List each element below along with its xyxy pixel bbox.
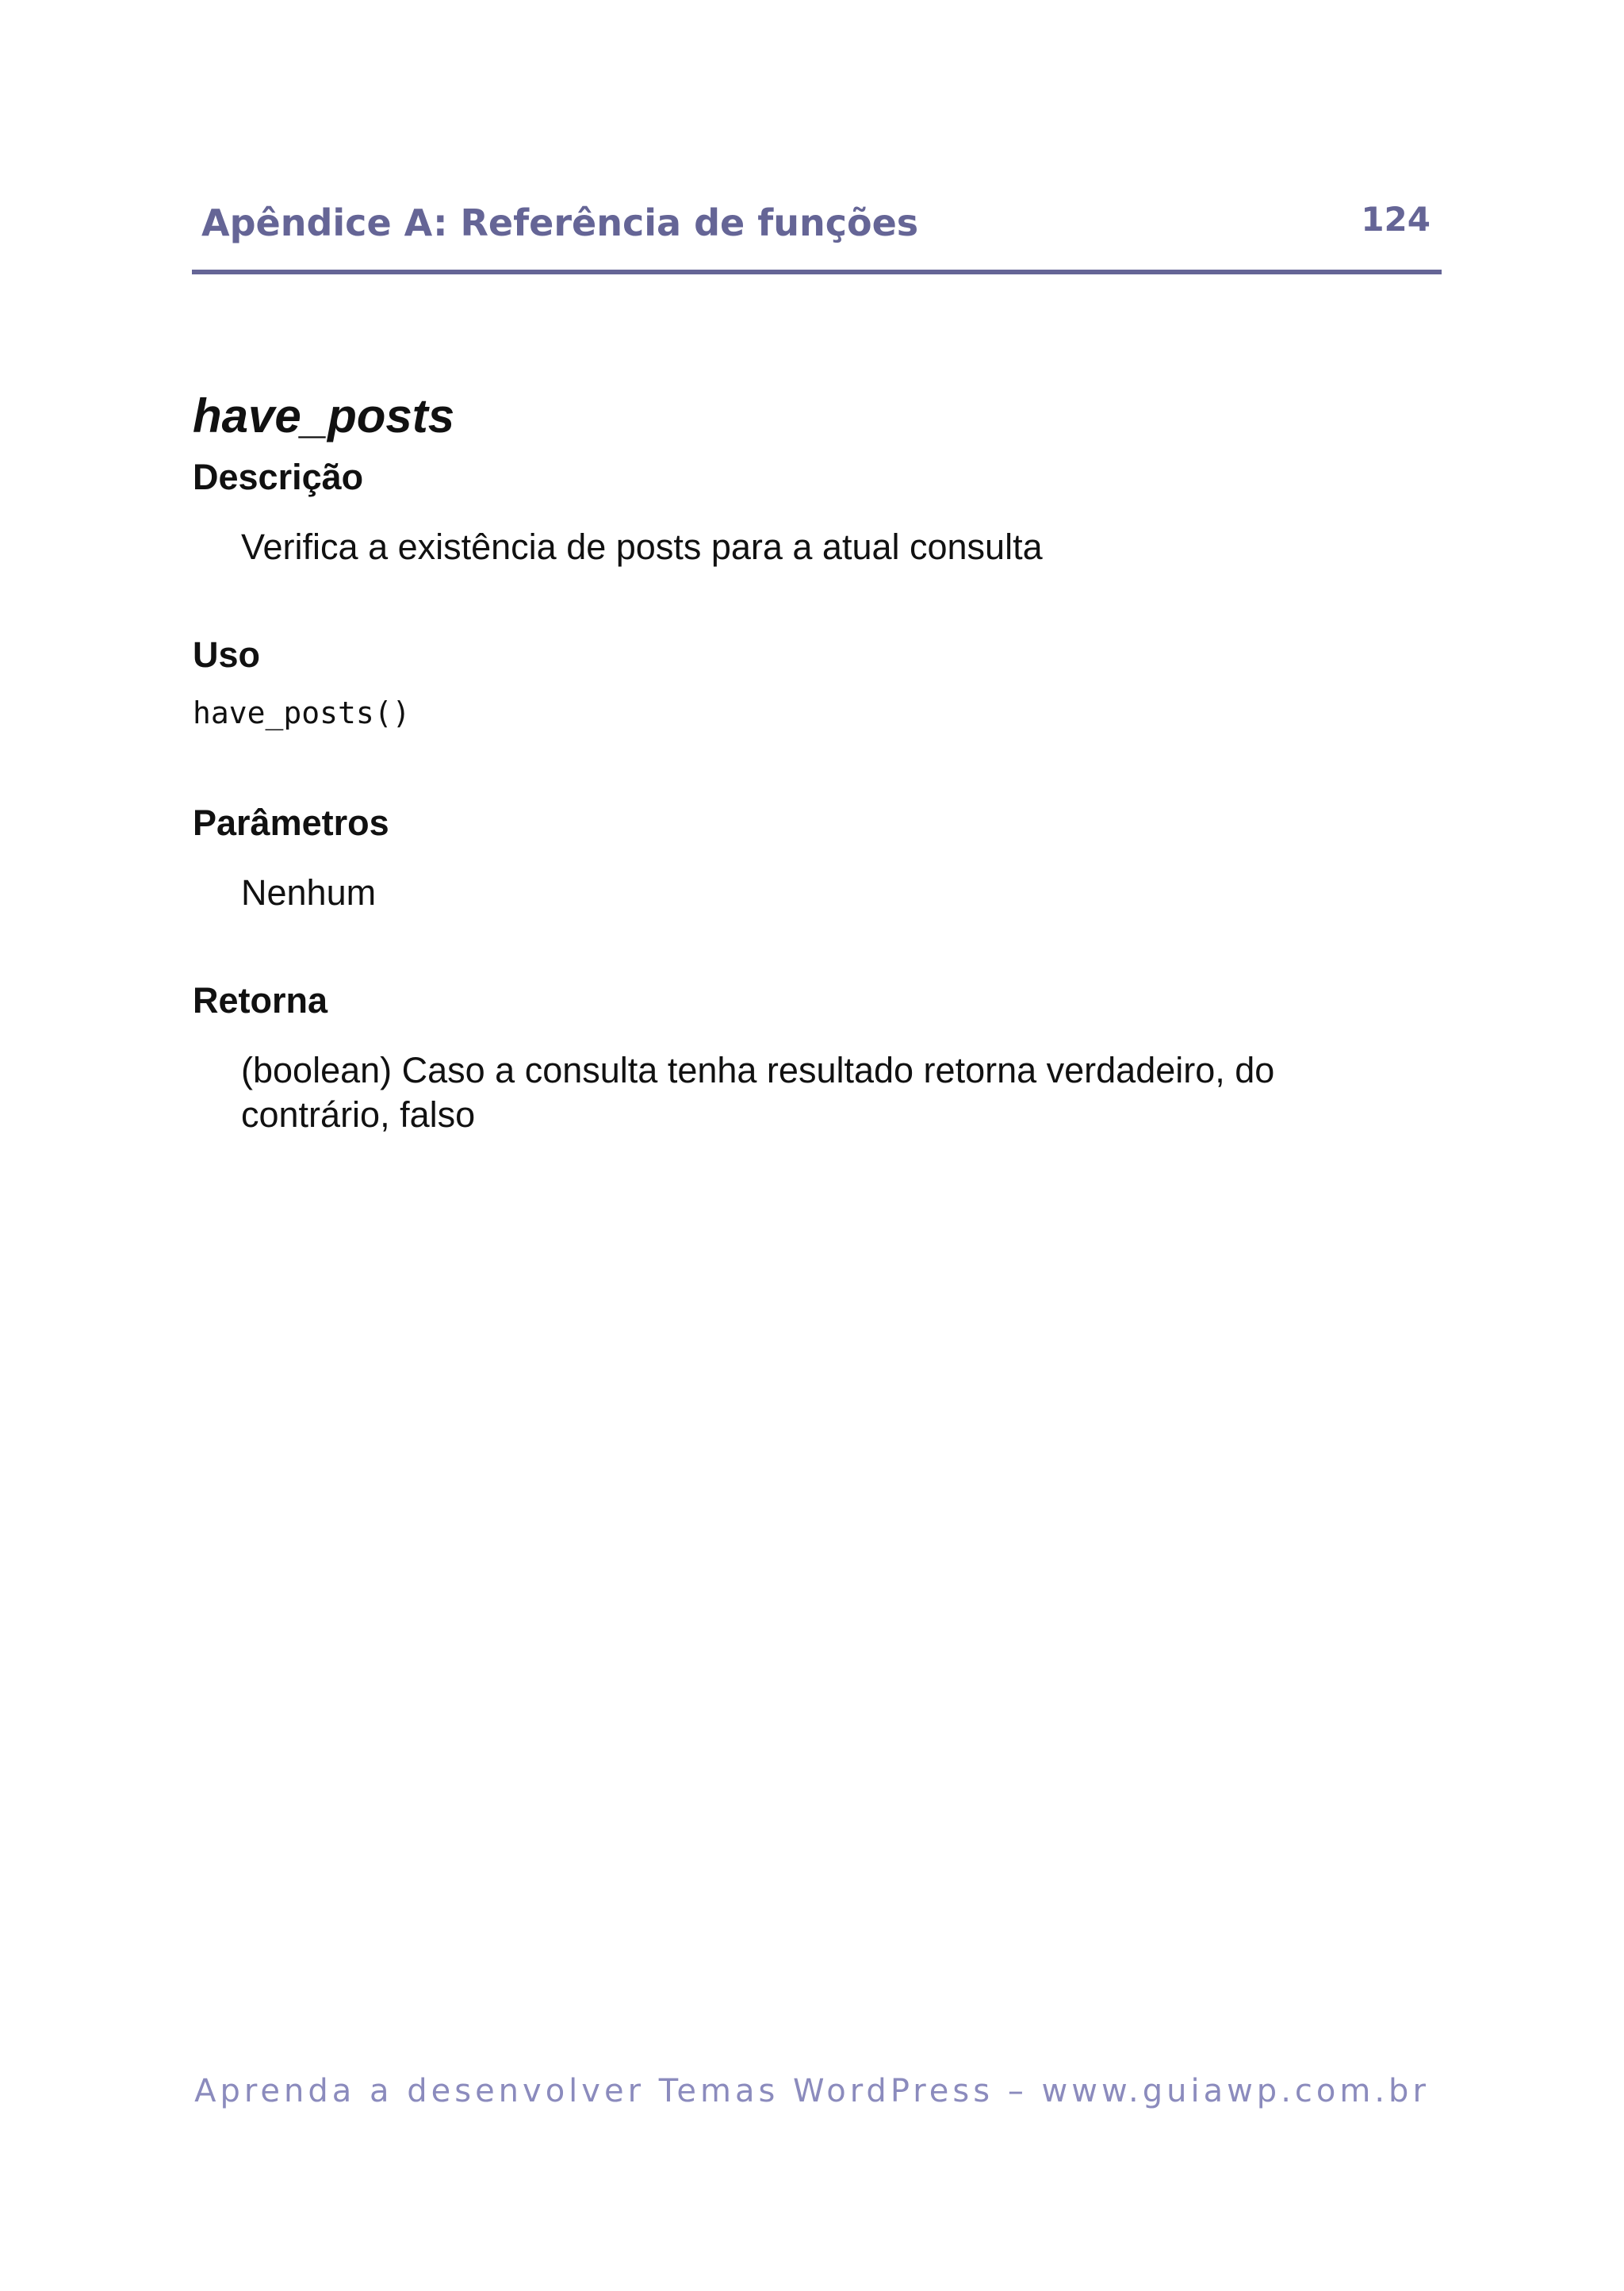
chapter-title: Apêndice A: Referência de funções [201, 201, 919, 244]
description-text: Verifica a existência de posts para a atual consulta [241, 527, 1043, 567]
page-header [192, 195, 1442, 274]
usage-heading: Uso [193, 634, 261, 675]
usage-code: have_posts() [193, 695, 411, 730]
parameters-heading: Parâmetros [193, 803, 389, 843]
description-heading: Descrição [193, 457, 364, 497]
function-entry [193, 389, 1430, 1137]
function-name: have_posts [193, 389, 455, 442]
header-divider [192, 270, 1442, 274]
returns-text-line-1: (boolean) Caso a consulta tenha resultado retorna verdadeiro, do [241, 1050, 1275, 1090]
parameters-text: Nenhum [241, 872, 377, 913]
page-number: 124 [1361, 200, 1431, 239]
returns-text-line-2: contrário, falso [241, 1094, 476, 1135]
returns-heading: Retorna [193, 980, 328, 1021]
page-footer: Aprenda a desenvolver Temas WordPress – www.guiawp.com.br [194, 2073, 1430, 2109]
returns-text [241, 1048, 1431, 1137]
